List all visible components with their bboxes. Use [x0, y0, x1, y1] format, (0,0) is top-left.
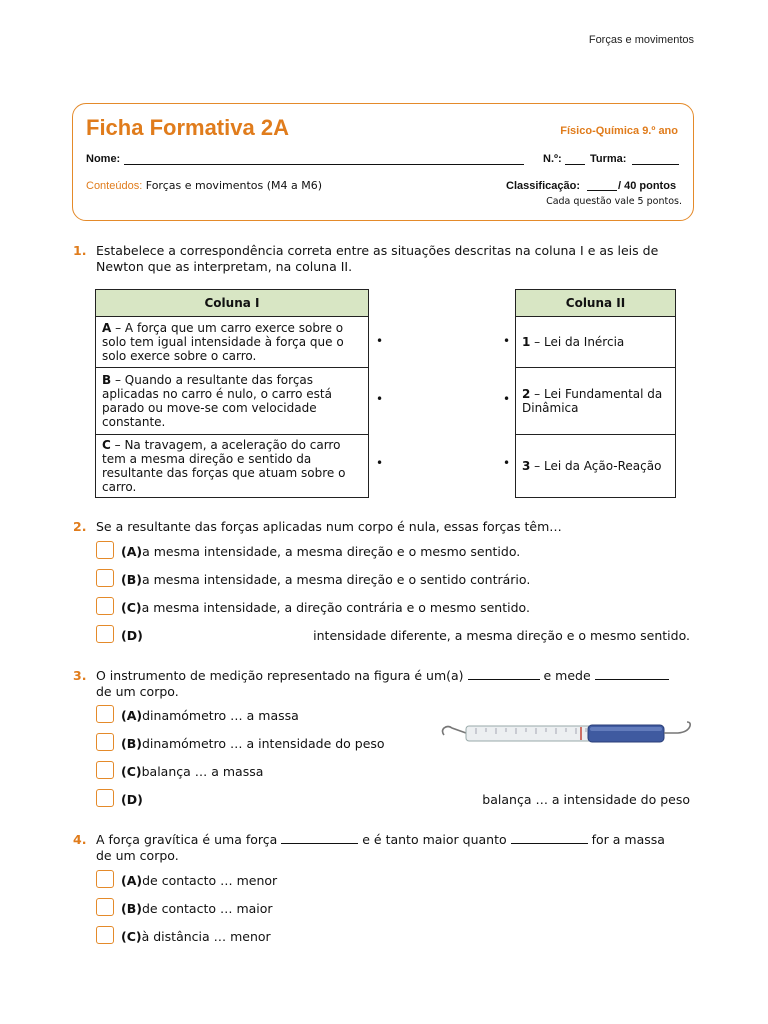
- q3-option-d-checkbox[interactable]: [96, 789, 114, 807]
- q3-text-b: e mede: [543, 668, 591, 683]
- q4-option-b: [121, 901, 273, 916]
- q4-blank-1[interactable]: [281, 833, 358, 844]
- grade-label: Classificação:: [506, 180, 580, 192]
- option-label: (C): [121, 600, 142, 615]
- dynamometer-illustration: [440, 718, 698, 748]
- row-text: – A força que um carro exerce sobre o solo tem igual intensidade à força que o solo exerce sobre o carro.: [102, 321, 344, 363]
- name-field[interactable]: [124, 164, 524, 165]
- q2-text: Se a resultante das forças aplicadas num corpo é nula, essas forças têm…: [96, 519, 562, 534]
- row-text: – Na travagem, a aceleração do carro tem a mesma direção e sentido da resultante das forças que atuam sobre o carro.: [102, 438, 346, 494]
- q3-text-line2: de um corpo.: [96, 684, 179, 699]
- option-label: (B): [121, 572, 142, 587]
- q4-option-b-checkbox[interactable]: [96, 898, 114, 916]
- q1-text-line2: Newton que as interpretam, na coluna II.: [96, 259, 353, 274]
- q3-blank-1[interactable]: [468, 669, 540, 680]
- q2-option-a-checkbox[interactable]: [96, 541, 114, 559]
- grade-field[interactable]: [587, 190, 617, 191]
- q3-blank-2[interactable]: [595, 669, 669, 680]
- q2-option-d-label: (D): [121, 628, 143, 643]
- column-2-row-3: [516, 435, 676, 498]
- q4-option-c-checkbox[interactable]: [96, 926, 114, 944]
- q3-number: 3.: [73, 668, 87, 683]
- q2-option-d-checkbox[interactable]: [96, 625, 114, 643]
- q3-option-a-checkbox[interactable]: [96, 705, 114, 723]
- q4-text-line2: de um corpo.: [96, 848, 179, 863]
- q2-option-c-checkbox[interactable]: [96, 597, 114, 615]
- q4-blank-2[interactable]: [511, 833, 588, 844]
- option-text: a mesma intensidade, a mesma direção e o mesmo sentido.: [142, 544, 521, 559]
- column-1-row-b: [96, 368, 369, 435]
- option-text: de contacto … menor: [142, 873, 278, 888]
- option-label: (A): [121, 873, 143, 888]
- column-1-row-c: [96, 435, 369, 498]
- column-2-table: [515, 289, 676, 498]
- q3-option-d-label: (D): [121, 792, 143, 807]
- class-label: Turma:: [590, 153, 627, 165]
- option-text: à distância … menor: [141, 929, 271, 944]
- row-text: – Lei Fundamental da Dinâmica: [522, 387, 663, 415]
- left-hook: [443, 727, 467, 736]
- row-letter: C: [102, 438, 111, 452]
- match-dot-2-right[interactable]: •: [503, 392, 511, 406]
- q2-option-b-checkbox[interactable]: [96, 569, 114, 587]
- q4-text-b: e é tanto maior quanto: [362, 832, 507, 847]
- class-field[interactable]: [632, 164, 679, 165]
- q2-option-c: [121, 600, 530, 615]
- q4-text-c: for a massa: [591, 832, 665, 847]
- option-label: (A): [121, 544, 143, 559]
- option-label: (A): [121, 708, 143, 723]
- number-field[interactable]: [565, 164, 585, 165]
- points-note: Cada questão vale 5 pontos.: [546, 196, 682, 207]
- name-label: Nome:: [86, 153, 121, 165]
- contents-row: [86, 179, 322, 192]
- q4-option-c: [121, 929, 271, 944]
- q1-number: 1.: [73, 243, 87, 258]
- column-1-row-a: [96, 317, 369, 368]
- contents-label: Conteúdos:: [86, 180, 143, 192]
- row-text: – Quando a resultante das forças aplicadas no carro é nulo, o carro está parado ou move-se com velocidade constante.: [102, 373, 332, 429]
- match-dot-b-left[interactable]: •: [376, 392, 384, 406]
- q2-option-b: [121, 572, 530, 587]
- column-2-header: Coluna II: [516, 290, 676, 317]
- row-text: – Lei da Inércia: [530, 335, 625, 349]
- match-dot-3-right[interactable]: •: [503, 456, 511, 470]
- match-dot-a-left[interactable]: •: [376, 334, 384, 348]
- row-number: 3: [522, 459, 531, 473]
- option-label: (B): [121, 736, 142, 751]
- column-1-table: [95, 289, 369, 498]
- q3-option-b-checkbox[interactable]: [96, 733, 114, 751]
- q3-text-line1: [96, 668, 669, 683]
- q3-option-a: [121, 708, 299, 723]
- right-hook: [664, 722, 690, 733]
- row-letter: A: [102, 321, 112, 335]
- q4-number: 4.: [73, 832, 87, 847]
- option-text: dinamómetro … a massa: [142, 708, 299, 723]
- q2-option-a: [121, 544, 520, 559]
- row-text: – Lei da Ação-Reação: [530, 459, 662, 473]
- q2-option-d-text: intensidade diferente, a mesma direção e o mesmo sentido.: [313, 628, 690, 643]
- q4-option-a-checkbox[interactable]: [96, 870, 114, 888]
- q1-text-line1: Estabelece a correspondência correta entre as situações descritas na coluna I e as leis de: [96, 243, 659, 258]
- row-number: 2: [522, 387, 531, 401]
- column-2-row-1: [516, 317, 676, 368]
- grade-total: / 40 pontos: [618, 180, 677, 192]
- q3-option-c-checkbox[interactable]: [96, 761, 114, 779]
- option-text: a mesma intensidade, a direção contrária e o mesmo sentido.: [141, 600, 530, 615]
- option-label: (C): [121, 929, 142, 944]
- match-dot-1-right[interactable]: •: [503, 334, 511, 348]
- option-text: a mesma intensidade, a mesma direção e o sentido contrário.: [141, 572, 531, 587]
- q3-text-a: O instrumento de medição representado na figura é um(a): [96, 668, 464, 683]
- column-1-header: Coluna I: [96, 290, 369, 317]
- option-text: balança … a massa: [141, 764, 264, 779]
- column-2-row-2: [516, 368, 676, 435]
- option-text: dinamómetro … a intensidade do peso: [141, 736, 385, 751]
- row-letter: B: [102, 373, 112, 387]
- running-header: Forças e movimentos: [588, 34, 694, 46]
- q4-text-a: A força gravítica é uma força: [96, 832, 278, 847]
- option-label: (B): [121, 901, 142, 916]
- option-label: (C): [121, 764, 142, 779]
- q3-option-b: [121, 736, 385, 751]
- match-dot-c-left[interactable]: •: [376, 456, 384, 470]
- q4-option-a: [121, 873, 277, 888]
- q3-option-d-text: balança … a intensidade do peso: [482, 792, 690, 807]
- row-number: 1: [522, 335, 531, 349]
- q2-number: 2.: [73, 519, 87, 534]
- contents-value: Forças e movimentos (M4 a M6): [145, 179, 323, 192]
- subject-label: Físico-Química 9.º ano: [560, 125, 678, 137]
- q4-text-line1: [96, 832, 665, 847]
- option-text: de contacto … maior: [141, 901, 273, 916]
- number-label: N.º:: [543, 153, 562, 165]
- q3-option-c: [121, 764, 263, 779]
- worksheet-title: Ficha Formativa 2A: [86, 115, 289, 140]
